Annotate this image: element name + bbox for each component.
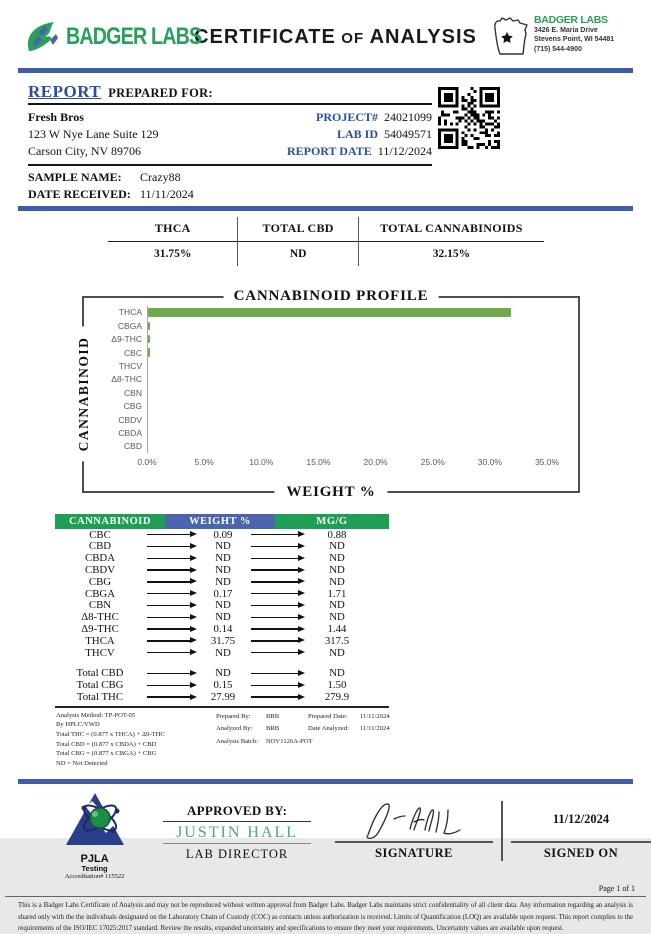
- mgg-value: 0.88: [327, 528, 347, 541]
- footer-divider-line: [5, 896, 646, 897]
- report-word: REPORT: [28, 82, 102, 101]
- arrow-icon: [145, 542, 197, 551]
- chart-bar: [148, 348, 150, 357]
- chart-row-plot: [147, 400, 548, 413]
- chart-row: [84, 333, 578, 346]
- report-meta-row: [316, 109, 432, 126]
- mgg-value: ND: [329, 540, 345, 553]
- pjla-logo-icon: [62, 791, 128, 847]
- arrow-icon: [249, 625, 305, 634]
- mgg-value: ND: [329, 599, 345, 612]
- chart-category-label: CBN: [124, 387, 142, 398]
- title-of: OF: [341, 29, 365, 47]
- weight-value: ND: [215, 552, 231, 565]
- title-certificate: CERTIFICATE: [194, 25, 336, 48]
- chart-row: [84, 319, 578, 332]
- chart-bar: [148, 335, 150, 344]
- weight-value: 0.14: [213, 623, 233, 636]
- prep-notes: [216, 711, 410, 768]
- prepared-row: [216, 711, 410, 724]
- weight-value: ND: [215, 575, 231, 588]
- arrow-icon: [145, 589, 197, 598]
- results-rows: [55, 529, 389, 659]
- summary-table: [108, 217, 544, 266]
- chart-row: [84, 359, 578, 372]
- chart-x-tick: 0.0%: [137, 457, 157, 468]
- page-title: [184, 26, 487, 49]
- table-row: [55, 668, 389, 680]
- cannabinoid-name: CBN: [88, 599, 112, 612]
- arrow-icon: [145, 636, 197, 645]
- lab-name: BADGER LABS: [534, 14, 608, 26]
- table-row: [55, 588, 389, 600]
- summary-label: TOTAL CBD: [238, 217, 357, 242]
- arrow-icon: [249, 589, 305, 598]
- weight-value: ND: [215, 564, 231, 577]
- signature-label: SIGNATURE: [335, 841, 493, 861]
- mgg-value: 1.50: [327, 679, 347, 692]
- chart-row: [84, 306, 578, 319]
- signature-icon: [354, 795, 474, 841]
- chart-row: [84, 386, 578, 399]
- arrow-icon: [249, 613, 305, 622]
- arrow-icon: [249, 601, 305, 610]
- signature-divider: [501, 801, 503, 861]
- summary-column: [237, 217, 357, 266]
- mgg-value: 279.9: [324, 691, 350, 704]
- arrow-icon: [145, 669, 197, 678]
- mgg-value: ND: [329, 552, 345, 565]
- analyzed-row: [216, 723, 410, 736]
- arrow-icon: [145, 613, 197, 622]
- chart-row: [84, 440, 578, 453]
- results-table-header: [55, 514, 389, 529]
- mgg-value: 317.5: [324, 634, 350, 647]
- chart-category-label: CBDA: [118, 427, 142, 438]
- col-header-cannabinoid: CANNABINOID: [55, 514, 165, 529]
- chart-row: [84, 400, 578, 413]
- signature-zone: [335, 795, 651, 861]
- brand-logo: [24, 20, 214, 54]
- sample-name-label: SAMPLE NAME:: [28, 170, 122, 185]
- table-row: [55, 564, 389, 576]
- date-analyzed-label: Date Analyzed:: [308, 725, 349, 733]
- cannabinoid-name: Total CBD: [76, 667, 124, 680]
- mgg-value: ND: [329, 646, 345, 659]
- batch-label: Analysis Batch:: [216, 737, 258, 745]
- table-row: [55, 623, 389, 635]
- chart-x-tick: 25.0%: [420, 457, 445, 468]
- prepared-by-value: BRB: [266, 712, 280, 720]
- approval-section: [44, 791, 651, 880]
- chart-x-tick: 20.0%: [363, 457, 388, 468]
- chart-category-label: CBC: [124, 347, 142, 358]
- cannabinoid-name: CBG: [88, 575, 112, 588]
- arrow-icon: [145, 693, 197, 702]
- signed-on-date: 11/12/2024: [552, 812, 610, 827]
- footnotes: [56, 711, 651, 768]
- date-analyzed-value: 11/11/2024: [360, 725, 390, 733]
- chart-category-label: CBGA: [117, 320, 142, 331]
- analyzed-by-value: BRB: [266, 725, 280, 733]
- report-meta-row: [287, 143, 432, 160]
- pjla-accreditation: Accreditation# 115522: [64, 873, 125, 881]
- mgg-value: ND: [329, 564, 345, 577]
- results-table: [55, 514, 389, 708]
- cannabinoid-name: Total THC: [76, 691, 124, 704]
- cannabinoid-name: CBGA: [85, 587, 115, 600]
- chart-category-label: CBG: [123, 401, 142, 412]
- method-note-line: Total CBD = (0.877 x CBDA) + CBD: [56, 740, 157, 748]
- weight-value: ND: [215, 540, 231, 553]
- chart-x-axis: [137, 457, 560, 471]
- weight-value: 31.75: [210, 634, 236, 647]
- summary-label: TOTAL CANNABINOIDS: [359, 217, 544, 242]
- client-address1: 123 W Nye Lane Suite 129: [28, 126, 159, 141]
- qr-code: [438, 87, 500, 149]
- arrow-icon: [145, 566, 197, 575]
- summary-label: THCA: [108, 217, 237, 242]
- summary-column: [108, 217, 237, 266]
- cannabinoid-profile-chart: [76, 287, 580, 500]
- cannabinoid-name: THCV: [85, 646, 115, 659]
- divider-bar-2: [18, 206, 633, 211]
- arrow-icon: [145, 601, 197, 610]
- date-received-row: [28, 186, 432, 202]
- chart-row-plot: [147, 306, 548, 319]
- chart-x-axis-label: WEIGHT %: [274, 484, 387, 501]
- weight-value: 0.17: [213, 587, 233, 600]
- summary-column: [358, 217, 544, 266]
- chart-row-plot: [147, 346, 548, 359]
- signed-on-label: SIGNED ON: [511, 841, 651, 861]
- pjla-name: PJLA: [80, 852, 109, 865]
- summary-value: 31.75%: [154, 247, 192, 260]
- table-row: [55, 611, 389, 623]
- meta-label: PROJECT#: [315, 110, 378, 124]
- weight-value: 27.99: [210, 691, 236, 704]
- prepared-by-label: Prepared By:: [216, 712, 251, 720]
- chart-x-tick: 30.0%: [477, 457, 502, 468]
- meta-value: 24021099: [384, 110, 432, 124]
- chart-row: [84, 426, 578, 439]
- weight-value: ND: [215, 599, 231, 612]
- chart-row: [84, 413, 578, 426]
- weight-value: ND: [215, 667, 231, 680]
- table-row: [55, 635, 389, 647]
- title-analysis: ANALYSIS: [369, 25, 477, 48]
- summary-value: 32.15%: [432, 247, 471, 260]
- meta-value: 54049571: [384, 126, 432, 141]
- arrow-icon: [249, 577, 305, 586]
- report-meta-row: [337, 126, 432, 143]
- chart-x-tick: 35.0%: [534, 457, 560, 468]
- meta-label: REPORT DATE: [286, 143, 372, 158]
- meta-value: 11/12/2024: [377, 143, 432, 158]
- chart-y-axis-label: CANNABINOID: [76, 327, 92, 462]
- arrow-icon: [249, 648, 305, 657]
- lab-address2: Stevens Point, WI 54481: [534, 36, 615, 44]
- disclaimer-text: This is a Badger Labs Certificate of Analysis and may not be reproduced without written approval from Badger Labs. Badger Labs maintains strict confidentiality of all client data. Any information regarding an analysis is shared only with the the individuals designated on the Laboratory Chain of Custody (COC) as contacts unless authorization is received. Limits of Quantification (LOQ) are available upon request. This report complies to the requirements of the ISO/IEC 17025:2017 standard. Review the results, expanded uncertainty and specifications to ensure they meet your requirements. Uncertainty values are available upon request.: [18, 902, 633, 933]
- prepared-date-value: 11/11/2024: [360, 712, 390, 720]
- chart-category-label: THCV: [118, 361, 142, 372]
- cannabinoid-name: CBC: [89, 528, 111, 541]
- arrow-icon: [249, 542, 305, 551]
- sample-name-value: Crazy88: [140, 170, 181, 185]
- mgg-value: ND: [329, 575, 345, 588]
- method-note-line: Analysis Method: TP-POT-05: [56, 711, 136, 719]
- chart-x-tick: 15.0%: [306, 457, 331, 468]
- chart-row-plot: [147, 359, 548, 372]
- divider-bar-top: [18, 68, 633, 73]
- report-section: [28, 82, 623, 202]
- date-received-label: DATE RECEIVED:: [28, 186, 131, 201]
- chart-row: [84, 373, 578, 386]
- approved-by-block: [163, 803, 311, 862]
- pjla-accreditation-block: [44, 791, 145, 880]
- table-row: [55, 691, 389, 703]
- chart-category-label: Δ9-THC: [111, 334, 142, 345]
- table-row: [55, 529, 389, 541]
- lab-address-block: [487, 14, 637, 60]
- client-address-block: [28, 109, 159, 159]
- approved-by-label: APPROVED BY:: [163, 803, 311, 822]
- chart-bar: [148, 322, 150, 331]
- approver-title: LAB DIRECTOR: [185, 847, 289, 862]
- method-note-line: Total THC = (0.877 x THCA) + Δ9-THC: [56, 731, 165, 739]
- table-row: [55, 576, 389, 588]
- prepared-for-word: PREPARED FOR:: [108, 86, 213, 100]
- signed-on-cell: [511, 795, 651, 861]
- arrow-icon: [249, 681, 305, 690]
- mgg-value: ND: [329, 667, 345, 680]
- method-notes: [56, 711, 198, 768]
- totals-rows: [55, 668, 389, 703]
- lab-phone: (715) 544-4900: [534, 45, 582, 53]
- table-end-line: [55, 706, 389, 708]
- chart-row-plot: [147, 319, 548, 332]
- chart-bar: [148, 308, 511, 317]
- arrow-icon: [249, 693, 305, 702]
- arrow-icon: [249, 669, 305, 678]
- weight-value: 0.15: [213, 679, 233, 692]
- chart-category-label: CBDV: [118, 414, 142, 425]
- totals-gap: [55, 659, 389, 668]
- chart-plot-area: [84, 306, 578, 453]
- mgg-value: 1.71: [327, 587, 347, 600]
- chart-row-plot: [147, 440, 548, 453]
- chart-row-plot: [147, 426, 548, 439]
- header: [0, 0, 651, 64]
- chart-row-plot: [147, 413, 548, 426]
- sample-info: [28, 164, 432, 201]
- cannabinoid-name: Δ8-THC: [81, 611, 119, 624]
- sample-name-row: [28, 169, 432, 185]
- mgg-value: 1.44: [327, 623, 347, 636]
- cannabinoid-name: Total CBG: [76, 679, 124, 692]
- chart-x-tick: 10.0%: [249, 457, 274, 468]
- brand-name: BADGER LABS: [66, 23, 202, 50]
- method-note-line: By HPLC/VWD: [56, 721, 100, 729]
- arrow-icon: [145, 530, 197, 539]
- arrow-icon: [145, 577, 197, 586]
- prepared-date-label: Prepared Date:: [308, 712, 348, 720]
- table-row: [55, 552, 389, 564]
- client-name: Fresh Bros: [28, 110, 84, 124]
- chart-row: [84, 346, 578, 359]
- table-row: [55, 541, 389, 553]
- chart-title: CANNABINOID PROFILE: [224, 288, 439, 305]
- wisconsin-map-icon: [487, 14, 531, 60]
- report-body: [28, 109, 432, 159]
- chart-row-plot: [147, 386, 548, 399]
- chart-row-plot: [147, 333, 548, 346]
- col-header-mgg: MG/G: [275, 514, 389, 529]
- mgg-value: ND: [329, 611, 345, 624]
- signature-cell: [335, 795, 493, 861]
- arrow-icon: [249, 530, 305, 539]
- arrow-icon: [249, 636, 305, 645]
- approver-name: JUSTIN HALL: [163, 822, 311, 844]
- weight-value: ND: [215, 646, 231, 659]
- cannabinoid-name: CBDV: [85, 564, 115, 577]
- chart-row-plot: [147, 373, 548, 386]
- client-address2: Carson City, NV 89706: [28, 143, 142, 158]
- batch-row: [216, 736, 410, 749]
- arrow-icon: [249, 554, 305, 563]
- cannabinoid-name: THCA: [85, 634, 115, 647]
- report-heading: [28, 82, 432, 105]
- arrow-icon: [145, 625, 197, 634]
- divider-bar-3: [18, 779, 633, 784]
- pjla-sub: Testing: [81, 863, 108, 873]
- col-header-weight: WEIGHT %: [165, 514, 275, 529]
- table-row: [55, 679, 389, 691]
- arrow-icon: [145, 681, 197, 690]
- chart-x-tick: 5.0%: [194, 457, 214, 468]
- weight-value: ND: [215, 611, 231, 624]
- method-note-line: ND = Not Detected: [56, 759, 108, 767]
- chart-category-label: THCA: [118, 307, 142, 318]
- arrow-icon: [249, 566, 305, 575]
- leaf-logo-icon: [24, 20, 60, 54]
- weight-value: 0.09: [213, 528, 233, 541]
- cannabinoid-name: Δ9-THC: [81, 623, 119, 636]
- analyzed-by-label: Analyzed By:: [216, 725, 253, 733]
- chart-category-label: CBD: [124, 441, 142, 452]
- batch-value: NOV1126A-POT: [266, 737, 313, 745]
- page-number: Page 1 of 1: [598, 884, 635, 894]
- table-row: [55, 647, 389, 659]
- cannabinoid-name: CBDA: [85, 552, 115, 565]
- arrow-icon: [145, 648, 197, 657]
- date-received-value: 11/11/2024: [140, 186, 194, 201]
- arrow-icon: [145, 554, 197, 563]
- lab-address1: 3426 E. Maria Drive: [534, 27, 598, 34]
- meta-label: LAB ID: [336, 126, 378, 141]
- chart-category-label: Δ8-THC: [111, 374, 142, 385]
- summary-value: ND: [289, 247, 307, 260]
- method-note-line: Total CBG = (0.877 x CBGA) + CBG: [56, 750, 157, 758]
- table-row: [55, 600, 389, 612]
- report-meta-block: [287, 109, 432, 159]
- cannabinoid-name: CBD: [88, 540, 112, 553]
